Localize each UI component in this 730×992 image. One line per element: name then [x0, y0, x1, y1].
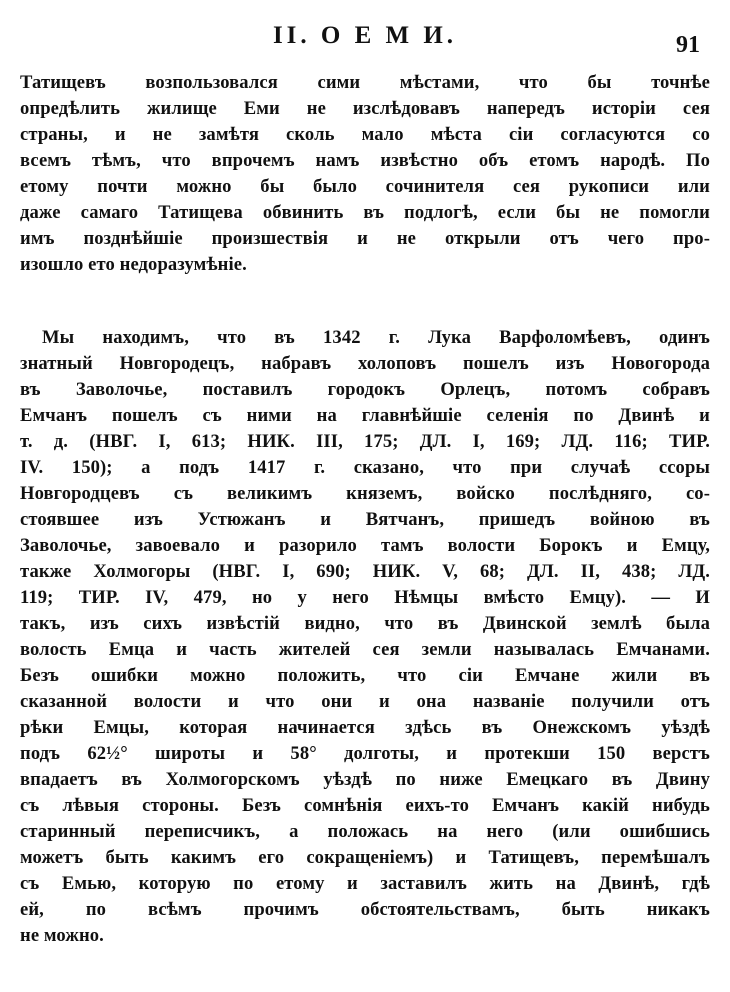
text-line: также Холмогоры (НВГ. I, 690; НИК. V, 68; ДЛ. II, 438; ЛД. — [20, 561, 710, 582]
text-line: етому почти можно бы было сочинителя сея рукописи или — [20, 176, 710, 197]
text-line: съ лѣвыя стороны. Безъ сомнѣнія еихъ-то Емчанъ какій нибудь — [20, 795, 710, 816]
text-line: страны, и не замѣтя сколь мало мѣста сіи согласуются со — [20, 124, 710, 145]
text-line: IV. 150); а подъ 1417 г. сказано, что при случаѣ ссоры — [20, 457, 710, 478]
text-line: подъ 62½° широты и 58° долготы, и протекши 150 верстъ — [20, 743, 710, 764]
text-line: Новгородцевъ съ великимъ княземъ, войско послѣдняго, со- — [20, 483, 710, 504]
text-line: старинный переписчикъ, а положась на него (или ошибшись — [20, 821, 710, 842]
text-line: волость Емца и часть жителей сея земли называлась Емчанами. — [20, 639, 710, 660]
paragraph-1 — [20, 70, 710, 278]
text-line: не можно. — [20, 925, 104, 946]
text-line: даже самаго Татищева обвинить въ подлогѣ, если бы не помогли — [20, 202, 710, 223]
text-line: ей, по всѣмъ прочимъ обстоятельствамъ, быть никакъ — [20, 899, 710, 920]
page-number: 91 — [676, 32, 700, 58]
text-line: Заволочье, завоевало и разорило тамъ волости Борокъ и Емцу, — [20, 535, 710, 556]
text-line: съ Емью, которую по етому и заставилъ жить на Двинѣ, гдѣ — [20, 873, 710, 894]
text-line: стоявшее изъ Устюжанъ и Вятчанъ, пришедъ войною въ — [20, 509, 710, 530]
paragraph-2 — [20, 325, 710, 949]
text-line: знатный Новгородецъ, набравъ холоповъ пошелъ изъ Новогорода — [20, 353, 710, 374]
text-line: такъ, изъ сихъ извѣстій видно, что въ Двинской землѣ была — [20, 613, 710, 634]
text-line: въ Заволочье, поставилъ городокъ Орлецъ, потомъ собравъ — [20, 379, 710, 400]
text-line: можетъ быть какимъ его сокращеніемъ) и Татищевъ, перемѣшалъ — [20, 847, 710, 868]
text-line: впадаетъ въ Холмогорскомъ уѣздѣ по ниже Емецкаго въ Двину — [20, 769, 710, 790]
text-line: изошло ето недоразумѣніе. — [20, 254, 247, 275]
text-line: сказанной волости и что они и она названіе получили отъ — [20, 691, 710, 712]
running-title: II. О Е М И. — [272, 22, 458, 49]
text-line: т. д. (НВГ. I, 613; НИК. III, 175; ДЛ. I, 169; ЛД. 116; ТИР. — [20, 431, 710, 452]
text-line: Мы находимъ, что въ 1342 г. Лука Варфоломѣевъ, одинъ — [42, 327, 710, 348]
text-line: Татищевъ возпользовался сими мѣстами, что бы точнѣе — [20, 72, 710, 93]
text-line: имъ позднѣйшіе произшествія и не открыли отъ чего про- — [20, 228, 710, 249]
page-header — [0, 18, 730, 58]
text-line: рѣки Емцы, которая начинается здѣсь въ Онежскомъ уѣздѣ — [20, 717, 710, 738]
text-line: всемъ тѣмъ, что впрочемъ намъ извѣстно объ етомъ народѣ. По — [20, 150, 710, 171]
text-line: Безъ ошибки можно положить, что сіи Емчане жили въ — [20, 665, 710, 686]
text-line: 119; ТИР. IV, 479, но у него Нѣмцы вмѣсто Емцу). — И — [20, 587, 710, 608]
text-line: опредѣлить жилище Еми не изслѣдовавъ напередъ исторіи сея — [20, 98, 710, 119]
text-line: Емчанъ пошелъ съ ними на главнѣйшіе селенія по Двинѣ и — [20, 405, 710, 426]
